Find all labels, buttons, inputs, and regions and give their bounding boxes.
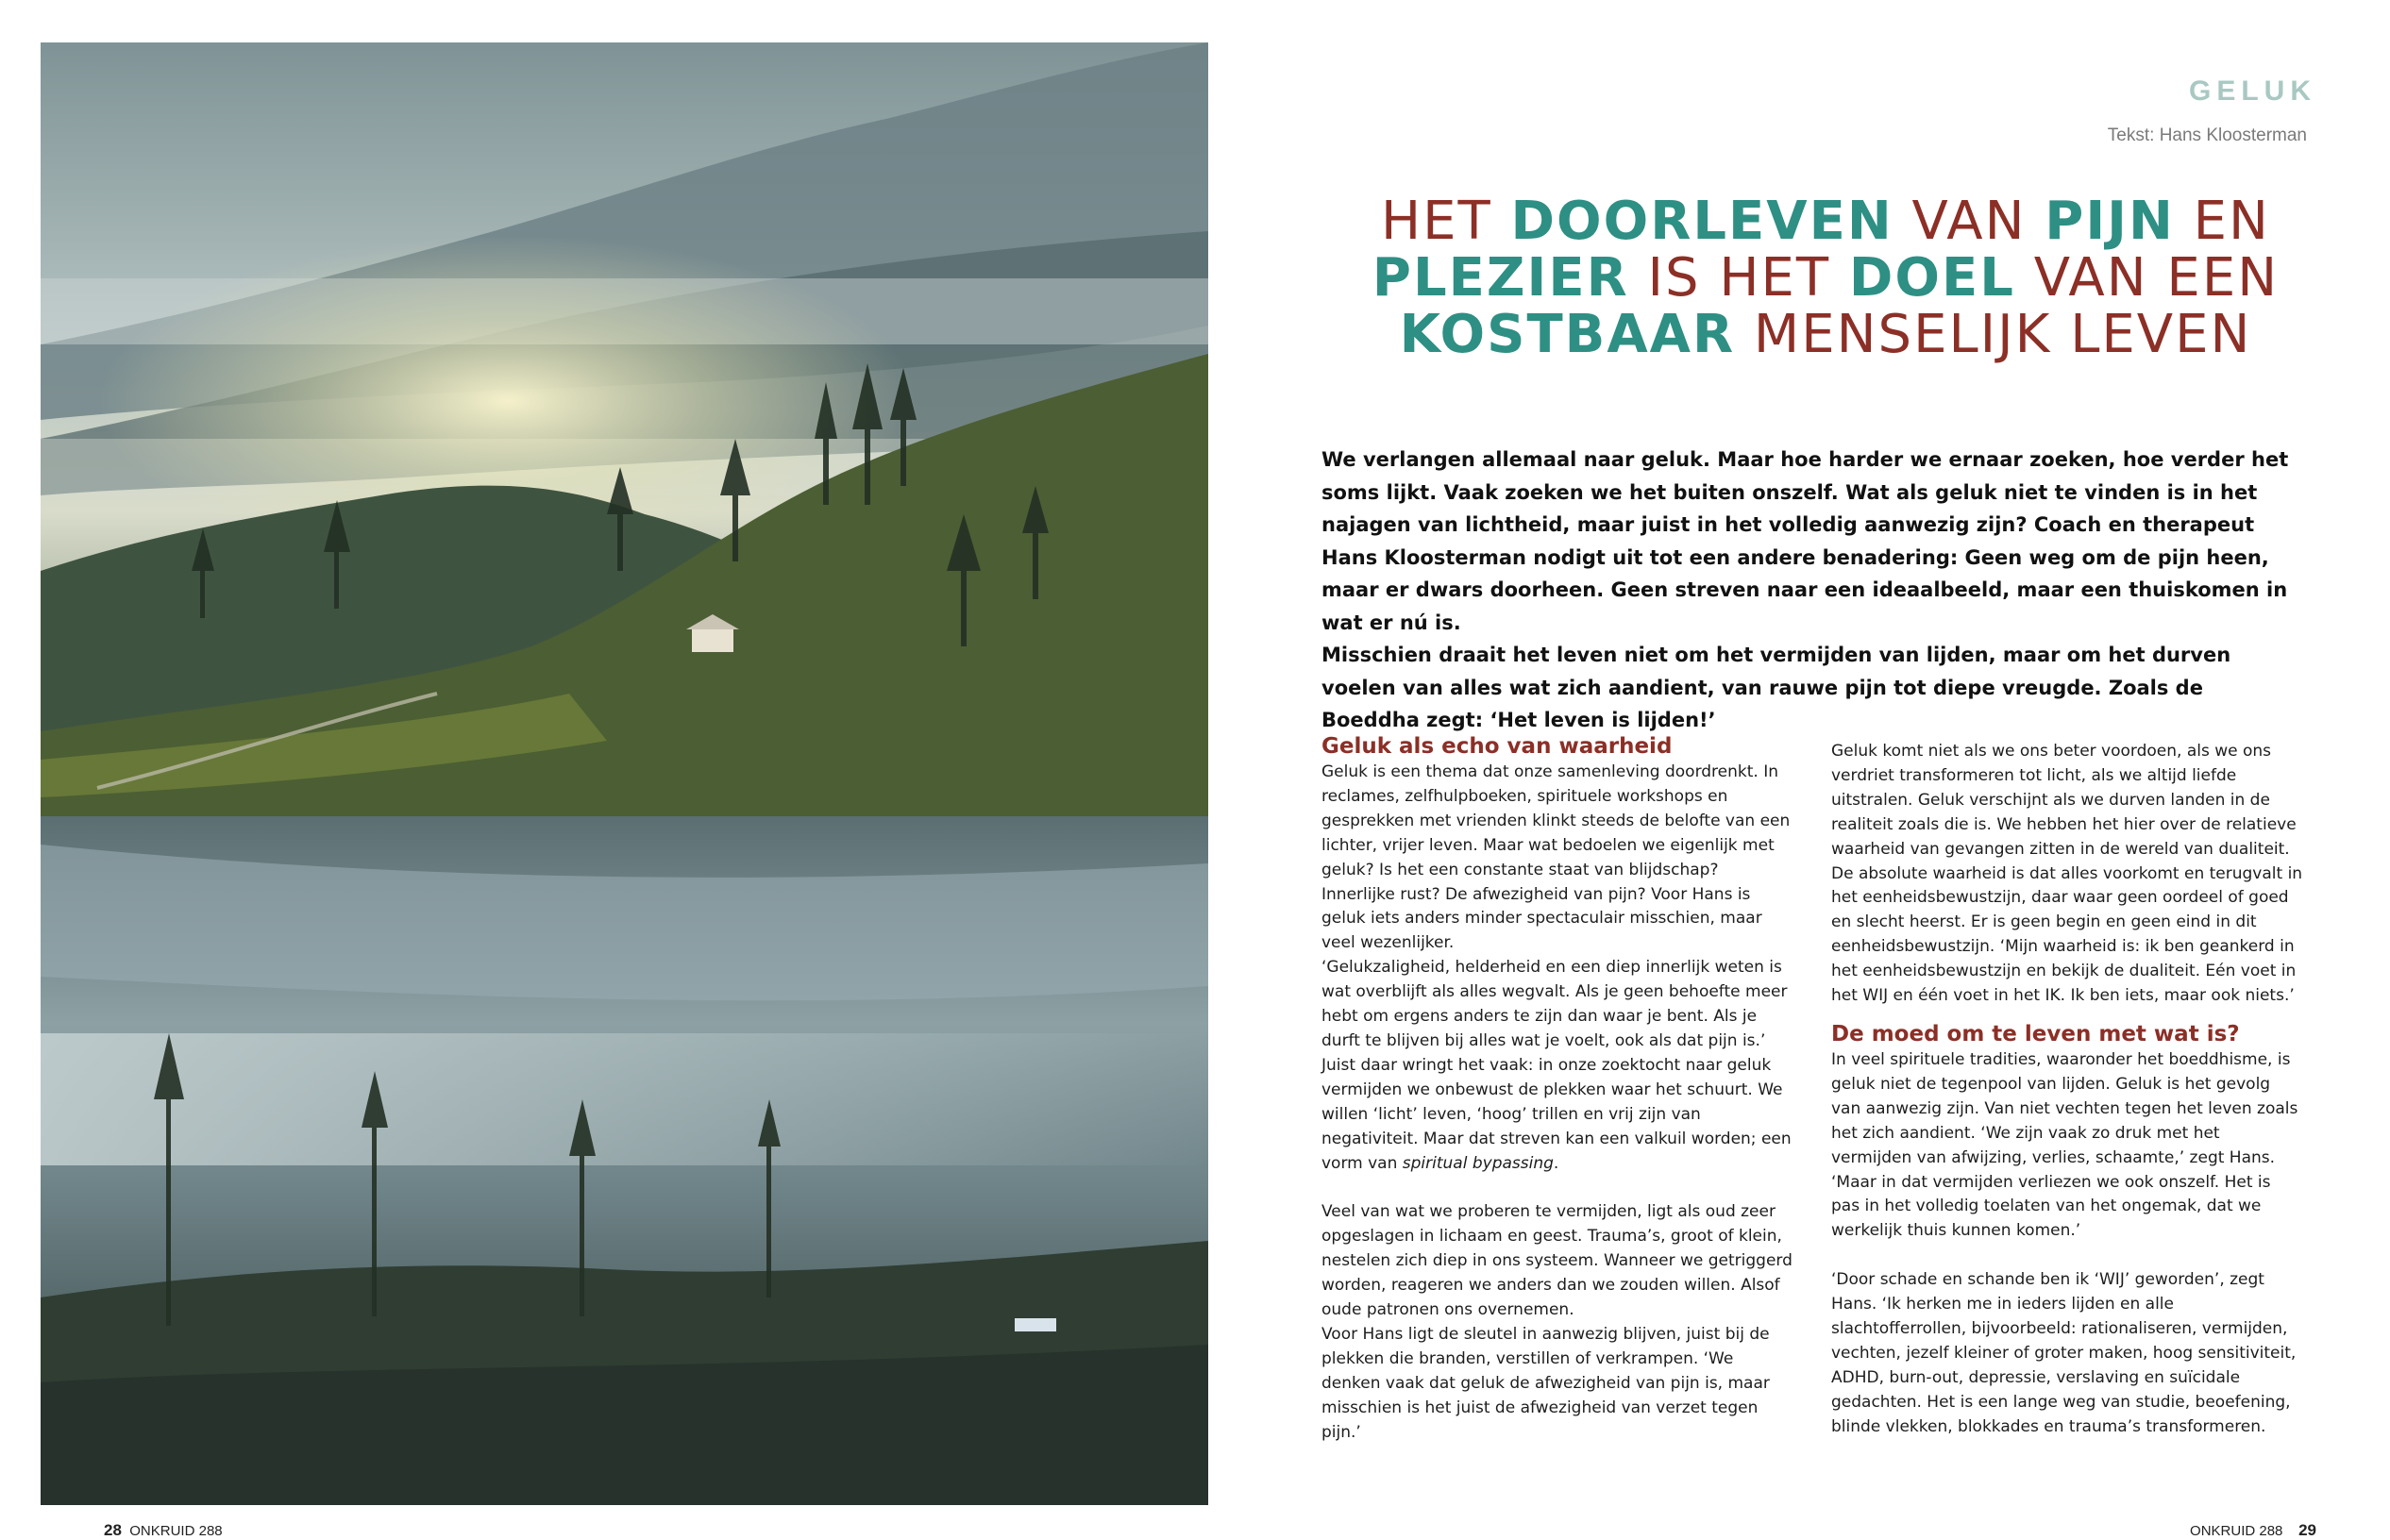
headline-highlight: PIJN <box>2045 191 2175 252</box>
headline-highlight: DOORLEVEN <box>1510 191 1893 252</box>
intro-paragraph: We verlangen allemaal naar geluk. Maar hoe harder we ernaar zoeken, hoe verder het soms lijkt. Vaak zoeken we het buiten onszelf. Wat als geluk niet te vinden is in het najagen van lichtheid, maar juist in het volledig aanwezig zijn? Coach en therapeut Hans Kloosterman nodigt uit tot een andere benadering: Geen weg om de pijn heen, maar er dwars doorheen. Geen streven naar een ideaalbeeld, maar een thuiskomen in wat er nú is. <box>1321 448 2289 634</box>
body-column-1 <box>1321 732 1793 1445</box>
section-label: GELUK <box>2189 75 2316 107</box>
headline-highlight: DOEL <box>1848 246 2015 309</box>
page-number-left: 28 <box>104 1521 122 1539</box>
article-intro <box>1321 444 2303 737</box>
body-column-2 <box>1831 740 2303 1440</box>
emphasis-text: spiritual bypassing <box>1402 1153 1554 1173</box>
headline-highlight: KOSTBAAR <box>1399 303 1736 365</box>
headline-segment: VAN EEN <box>2014 246 2280 309</box>
page-number-right: 29 <box>2298 1521 2316 1539</box>
subheading-de-moed: De moed om te leven met wat is? <box>1831 1021 2240 1046</box>
landscape-photo <box>41 42 1208 1505</box>
headline-segment: VAN <box>1893 191 2045 252</box>
body-paragraph: ‘Gelukzaligheid, helderheid en een diep innerlijk weten is wat overblijft als alles wegvalt. Als je geen behoefte meer hebt om ergens anders te zijn dan waar je bent. Als je durft te blijven bij alles wat je voelt, ook als dat pijn is.’ <box>1321 958 1788 1050</box>
body-text: . <box>1553 1153 1559 1173</box>
body-paragraph: In veel spirituele tradities, waaronder het boeddhisme, is geluk niet de tegenpool van lijden. Geluk is het gevolg van aanwezig zijn. Van niet vechten tegen het leven zoals het zich aandient. ‘We zijn vaak zo druk met het vermijden van afwijzing, verlies, schaamte,’ zegt Hans. ‘Maar in dat vermijden verliezen we ook onszelf. Het is pas in het volledig toelaten van het ongemak, dat we werkelijk thuis kunnen komen.’ <box>1831 1049 2298 1241</box>
headline-segment: EN <box>2174 191 2270 252</box>
magazine-name-right: ONKRUID 288 <box>2190 1523 2283 1539</box>
intro-paragraph: Misschien draait het leven niet om het vermijden van lijden, maar om het durven voelen van alles wat zich aandient, van rauwe pijn tot diepe vreugde. Zoals de Boeddha zegt: ‘Het leven is lijden!’ <box>1321 644 2231 731</box>
body-paragraph <box>1321 1054 1793 1177</box>
folio-left <box>104 1521 223 1540</box>
headline-segment: IS HET <box>1628 246 1849 309</box>
folio-right <box>2190 1521 2316 1540</box>
article-headline <box>1316 193 2335 363</box>
body-paragraph: Geluk komt niet als we ons beter voordoen, als we ons verdriet transformeren tot licht, als we altijd liefde uitstralen. Geluk verschijnt als we durven landen in de realiteit zoals die is. We hebben het hier over de relatieve waarheid van gevangen zitten in de wereld van dualiteit. De absolute waarheid is dat alles voorkomt en terugvalt in het eenheidsbewustzijn, daar waar geen oordeel of goed en slecht heerst. Er is geen begin en geen eind in dit eenheidsbewustzijn. ‘Mijn waarheid is: ik ben geankerd in het eenheidsbewustzijn en bekijk de dualiteit. Eén voet in het WIJ en één voet in het IK. Ik ben iets, maar ook niets.’ <box>1831 742 2303 1006</box>
body-text: Juist daar wringt het vaak: in onze zoektocht naar geluk vermijden we onbewust de plekken waar het schuurt. We willen ‘licht’ leven, ‘hoog’ trillen en vrij zijn van negativiteit. Maar dat streven kan een valkuil worden; een vorm van <box>1321 1055 1792 1173</box>
headline-segment: MENSELIJK LEVEN <box>1735 303 2252 365</box>
body-paragraph: Geluk is een thema dat onze samenleving doordrenkt. In reclames, zelfhulpboeken, spirituele workshops en gesprekken met vrienden klinkt steeds de belofte van een lichter, vrijer leven. Maar wat bedoelen we eigenlijk met geluk? Is het een constante staat van blijdschap? Innerlijke rust? De afwezigheid van pijn? Voor Hans is geluk iets anders minder spectaculair misschien, maar veel wezenlijker. <box>1321 762 1791 953</box>
paragraph-gap <box>1831 1244 2303 1268</box>
body-paragraph: Voor Hans ligt de sleutel in aanwezig blijven, juist bij de plekken die branden, verstillen of verkrampen. ‘We denken vaak dat geluk de afwezigheid van pijn is, maar misschien is het juist de afwezigheid van verzet tegen pijn.’ <box>1321 1324 1770 1442</box>
headline-segment: HET <box>1381 191 1511 252</box>
magazine-name-left: ONKRUID 288 <box>129 1523 223 1539</box>
paragraph-gap <box>1321 1176 1793 1200</box>
byline: Tekst: Hans Kloosterman <box>2107 126 2307 145</box>
body-paragraph: ‘Door schade en schande ben ik ‘WIJ’ geworden’, zegt Hans. ‘Ik herken me in ieders lijden en alle slachtofferrollen, bijvoorbeeld: rationaliseren, vermijden, vechten, jezelf kleiner of groter maken, hoog sensitiviteit, ADHD, burn-out, depressie, verslaving en suïcidale gedachten. Het is een lange weg van studie, beoefening, blinde vlekken, blokkades en trauma’s transformeren. <box>1831 1270 2297 1436</box>
misty-forest-hills-image <box>41 42 1208 1505</box>
body-paragraph: Veel van wat we proberen te vermijden, ligt als oud zeer opgeslagen in lichaam en geest. Trauma’s, groot of klein, nestelen zich diep in ons systeem. Wanneer we getriggerd worden, reageren we anders dan we zouden willen. Alsof oude patronen ons overnemen. <box>1321 1202 1792 1320</box>
subheading-geluk-als-echo: Geluk als echo van waarheid <box>1321 734 1673 759</box>
headline-highlight: PLEZIER <box>1372 246 1629 309</box>
